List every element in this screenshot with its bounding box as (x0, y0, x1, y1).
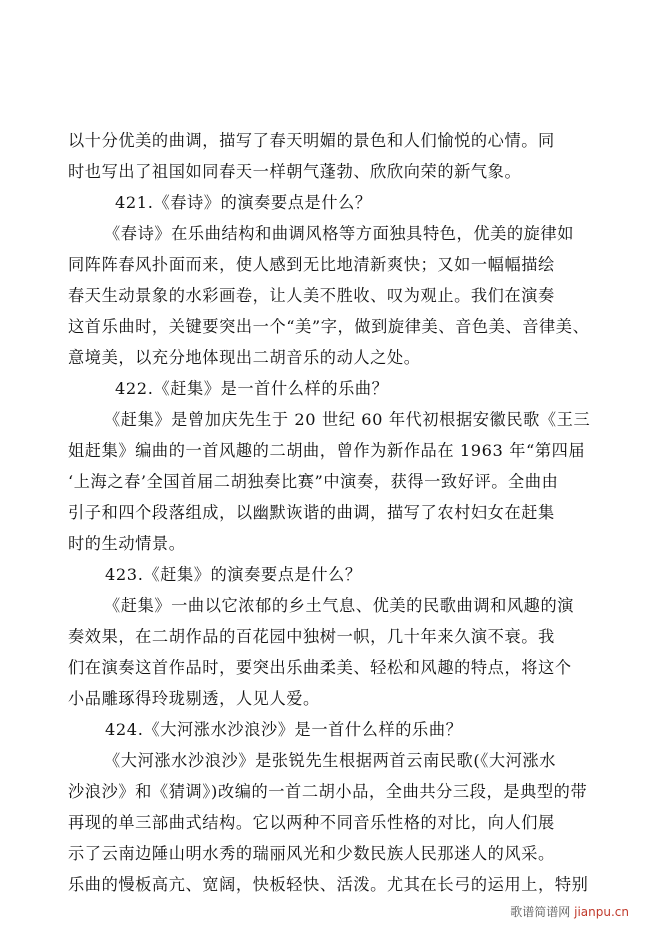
body-line: 示了云南边陲山明水秀的瑞丽风光和少数民族人民那迷人的风采。 (68, 844, 555, 863)
body-line: 以十分优美的曲调，描写了春天明媚的景色和人们愉悦的心情。同 (68, 131, 555, 150)
site-watermark (510, 903, 629, 920)
question-heading: 422.《赶集》是一首什么样的乐曲？ (115, 379, 389, 398)
body-line: 乐曲的慢板高亢、宽阔，快板轻快、活泼。尤其在长弓的运用上，特别 (68, 875, 589, 894)
body-line: 姐赶集》编曲的一首风趣的二胡曲，曾作为新作品在 1963 年“第四届 (68, 441, 586, 460)
body-line: 《赶集》是曾加庆先生于 20 世纪 60 年代初根据安徽民歌《王三 (104, 410, 591, 429)
body-line: 同阵阵春风扑面而来，使人感到无比地清新爽快；又如一幅幅描绘 (68, 255, 555, 274)
watermark-domain: jianpu.cn (574, 905, 629, 919)
body-line: 引子和四个段落组成，以幽默诙谐的曲调，描写了农村妇女在赶集 (68, 503, 555, 522)
body-line: 们在演奏这首作品时，要突出乐曲柔美、轻松和风趣的特点，将这个 (68, 658, 572, 677)
body-line: ‘上海之春’全国首届二胡独奏比赛”中演奏，获得一致好评。全曲由 (68, 472, 559, 491)
body-line: 《大河涨水沙浪沙》是张锐先生根据两首云南民歌(《大河涨水 (104, 751, 557, 770)
body-line: 《赶集》一曲以它浓郁的乡土气息、优美的民歌曲调和风趣的演 (104, 596, 575, 615)
body-line: 这首乐曲时，关键要突出一个“美”字，做到旋律美、音色美、音律美、 (68, 317, 590, 336)
body-line: 时也写出了祖国如同春天一样朝气蓬勃、欣欣向荣的新气象。 (68, 162, 522, 181)
body-line: 沙浪沙》和《猜调》)改编的一首二胡小品，全曲共分三段，是典型的带 (68, 782, 588, 801)
body-line: 《春诗》在乐曲结构和曲调风格等方面独具特色，优美的旋律如 (104, 224, 575, 243)
question-heading: 423.《赶集》的演奏要点是什么？ (105, 565, 362, 584)
body-line: 意境美，以充分地体现出二胡音乐的动人之处。 (68, 348, 421, 367)
question-heading: 424.《大河涨水沙浪沙》是一首什么样的乐曲？ (105, 720, 463, 739)
body-line: 小品雕琢得玲珑剔透，人见人爱。 (68, 689, 320, 708)
watermark-site-name: 歌谱简谱网 (510, 905, 571, 919)
body-line: 奏效果，在二胡作品的百花园中独树一帜，几十年来久演不衰。我 (68, 627, 555, 646)
question-heading: 421.《春诗》的演奏要点是什么？ (115, 193, 372, 212)
body-line: 再现的单三部曲式结构。它以两种不同音乐性格的对比，向人们展 (68, 813, 555, 832)
body-line: 时的生动情景。 (68, 534, 186, 553)
body-line: 春天生动景象的水彩画卷，让人美不胜收、叹为观止。我们在演奏 (68, 286, 555, 305)
